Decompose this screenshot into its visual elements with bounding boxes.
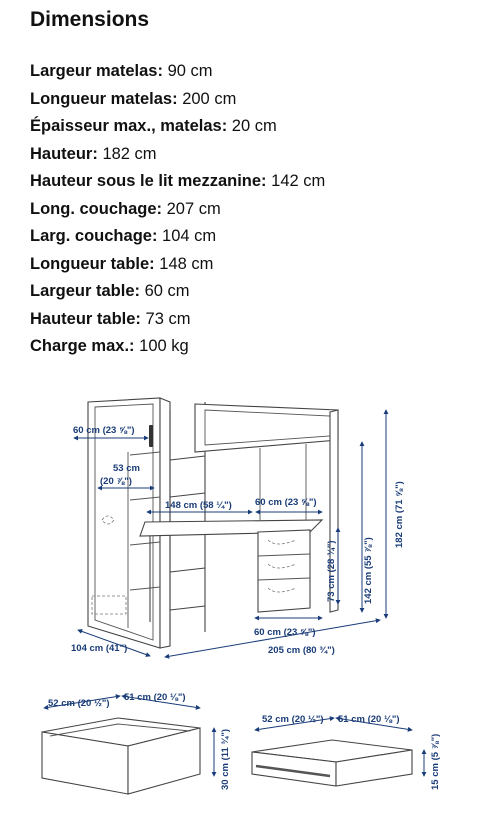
table-depth-bottom-label: 60 cm (23 ⅝")	[254, 627, 316, 638]
spec-value: 148 cm	[159, 254, 214, 273]
spec-value: 60 cm	[144, 282, 190, 300]
wardrobe-depth-label: 60 cm (23 ⅝")	[73, 425, 135, 436]
spec-label: Long. couchage:	[30, 199, 162, 218]
spec-label: Hauteur table:	[30, 309, 141, 328]
large-drawer-illustration	[42, 718, 200, 794]
under-bed-height-label: 142 cm (55 ⅞")	[363, 537, 374, 604]
desk-drawers	[258, 530, 310, 612]
table-depth-top-label: 60 cm (23 ⅝")	[255, 497, 317, 508]
shelf-width-label: 53 cm	[113, 463, 140, 474]
table-length-label: 148 cm (58 ¼")	[165, 500, 232, 511]
total-width-label: 104 cm (41")	[71, 643, 128, 654]
spec-value: 182 cm	[102, 144, 157, 163]
spec-value: 90 cm	[167, 62, 213, 80]
spec-value: 73 cm	[145, 309, 191, 328]
small-drawer-illustration	[252, 740, 412, 786]
page-title: Dimensions	[30, 8, 150, 31]
spec-value: 200 cm	[182, 89, 237, 108]
spec-value: 100 kg	[139, 337, 189, 355]
small-drawer-width-1-label: 52 cm (20 ½")	[262, 714, 324, 725]
total-length-label: 205 cm (80 ¾")	[268, 645, 335, 656]
spec-value: 142 cm	[271, 172, 326, 190]
large-drawer-width-1-label: 52 cm (20 ½")	[48, 698, 110, 709]
spec-label: Largeur table:	[30, 282, 141, 300]
table-height-label: 73 cm (28 ¾")	[326, 540, 337, 602]
spec-label: Hauteur sous le lit mezzanine:	[30, 172, 267, 190]
spec-value: 104 cm	[162, 227, 217, 245]
spec-value: 207 cm	[166, 199, 221, 218]
bed-headboard	[195, 404, 338, 452]
spec-label: Charge max.:	[30, 337, 135, 355]
spec-label: Longueur matelas:	[30, 89, 178, 108]
spec-label: Larg. couchage:	[30, 227, 158, 245]
small-drawer-width-2-label: 51 cm (20 ⅛")	[338, 714, 400, 725]
total-height-label: 182 cm (71 ⅝")	[394, 481, 405, 548]
large-drawer-height-label: 30 cm (11 ¾")	[220, 728, 231, 790]
small-drawer-height-label: 15 cm (5 ⅞")	[430, 733, 441, 790]
spec-label: Largeur matelas:	[30, 62, 163, 80]
spec-value: 20 cm	[231, 117, 277, 135]
spec-label: Longueur table:	[30, 254, 155, 273]
large-drawer-width-2-label: 51 cm (20 ⅛")	[124, 692, 186, 703]
shelf-width-inch-label: (20 ⅞")	[100, 476, 132, 487]
spec-label: Hauteur:	[30, 144, 98, 163]
spec-label: Épaisseur max., matelas:	[30, 117, 228, 135]
